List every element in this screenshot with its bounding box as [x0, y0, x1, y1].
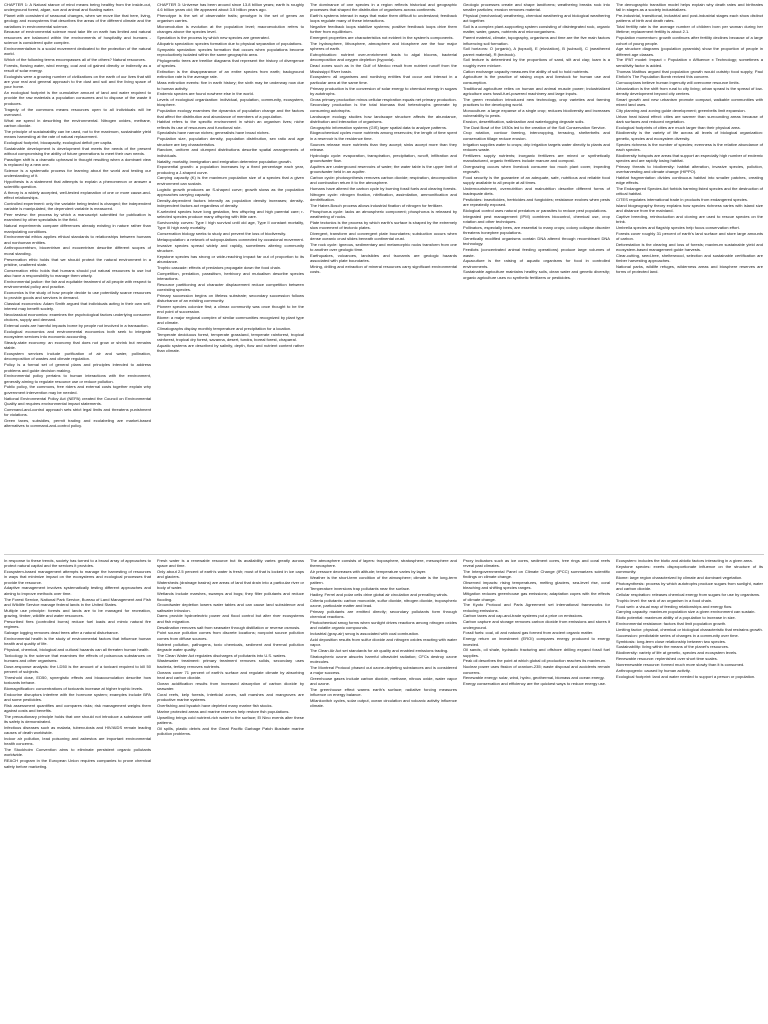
- paragraph: Overfishing and bycatch have depleted many marine fish stocks.: [157, 702, 273, 708]
- paragraph: Microevolution is evolution at the population level; macroevolution refers to changes above the species level.: [157, 24, 304, 35]
- paragraph: An ecological footprint is the cumulative amount of land and water required to provide the raw materials a population consumes and to dispose of the waste it produces.: [4, 90, 151, 106]
- paragraph: Irrigation supplies water to crops; drip irrigation targets water directly to plants and reduces waste.: [463, 141, 610, 152]
- paragraph: Nonrenewable resource: formed much more slowly than it is consumed.: [616, 662, 745, 667]
- paragraph: Climatographs display monthly temperature and precipitation for a location.: [157, 326, 292, 332]
- paragraph: Coral reefs, kelp forests, intertidal zones, salt marshes and mangroves are productive marine systems.: [157, 691, 304, 702]
- paragraph: Monoculture: a large expanse of a single crop; reduces biodiversity and increases vulnerability to pests.: [463, 107, 610, 118]
- paragraph: Competition, predation, parasitism, herbivory and mutualism describe species interactions.: [157, 270, 304, 281]
- paragraph: Aquifers are underground reservoirs of water; the water table is the upper limit of groundwater held in an aquifer.: [310, 163, 457, 174]
- paragraph: Mass extinction events: five in earth history; the sixth may be underway now due to human activity.: [157, 80, 304, 91]
- paragraph: Urban heat island effect: cities are warmer than surrounding areas because of dark surfaces and reduced vegetation.: [616, 113, 763, 124]
- paragraph: Command-and-control approach sets strict legal limits and threatens punishment for violations.: [4, 406, 151, 417]
- paragraph: Feedlots (concentrated animal feeding operations) produce large volumes of waste.: [463, 247, 610, 258]
- paragraph: Stratospheric ozone absorbs harmful ultraviolet radiation; CFCs destroy ozone molecules.: [310, 653, 457, 665]
- paragraph: Biodiversity is the variety of life across all levels of biological organization: genetic, species and ecosystem diversity.: [616, 130, 763, 141]
- paragraph: Nitrogen cycle: nitrogen fixation, nitrification, assimilation, ammonification and denitrification.: [310, 191, 457, 203]
- section-divider: [4, 554, 764, 555]
- paragraph: Paradigm shift is a dramatic upheaval in thought resulting when a dominant view is replaced by a new one.: [4, 156, 151, 167]
- column-1: [4, 2, 151, 550]
- paragraph: Age structure diagrams (population pyramids) show the proportion of people in different age classes.: [616, 46, 763, 57]
- paragraph: Physical, chemical, biological and cultural hazards can all threaten human health.: [4, 646, 150, 652]
- paragraph: Steady-state economy: an economy that does not grow or shrink but remains stable.: [4, 340, 151, 351]
- paragraph: Crop rotation, contour farming, intercropping, terracing, shelterbelts and conservation tillage reduce erosion.: [463, 130, 610, 141]
- paragraph: Groundwater depletion lowers water tables and can cause land subsidence and saltwater intrusion.: [157, 602, 304, 613]
- paragraph: CITES regulates international trade in products from endangered species.: [616, 197, 749, 203]
- paragraph: Parent material, climate, topography, organisms and time are the five main factors influencing soil formation.: [463, 35, 610, 46]
- column-lower-2: [157, 558, 304, 1020]
- paragraph: Trophic cascade: effects of predators propagate down the food chain.: [157, 264, 282, 270]
- paragraph: Sources release more nutrients than they accept; sinks accept more than they release.: [310, 141, 457, 152]
- paragraph: REACH program in the European Union requires companies to prove chemical safety before marketing.: [4, 758, 151, 769]
- paragraph: Sustainable development is development that meets the needs of the present without compromising the ability of future generations to meet their own needs.: [4, 145, 151, 156]
- paragraph: CHAPTER 3: Universe has been around since 13.8 billion years; earth is roughly 4.6 billion years old; life appeared about 3.5 billion years ago.: [157, 2, 304, 13]
- paragraph: Point source pollution comes from discrete locations; nonpoint source pollution comes from diffuse sources.: [157, 630, 304, 641]
- paragraph: Preservation ethic holds that we should protect the natural environment in a pristine, unaltered state.: [4, 256, 151, 267]
- paragraph: Population ecology examines the dynamics of population change and the factors that affect the distribution and abundance of members of a population.: [157, 108, 304, 119]
- document-page: [4, 2, 764, 1022]
- paragraph: Photosynthesis: process by which autotrophs produce sugars from sunlight, water and carbon dioxide.: [616, 580, 763, 592]
- paragraph: Landscape ecology studies how landscape structure affects the abundance, distribution and interaction of organisms.: [310, 113, 457, 124]
- paragraph: Earthquakes, volcanoes, landslides and tsunamis are geologic hazards associated with plate boundaries.: [310, 253, 457, 264]
- paragraph: Biogeochemical cycles move nutrients among reservoirs; the length of time spent in a reservoir is the residence time.: [310, 130, 457, 141]
- paragraph: Habitat refers to the specific environment in which an organism lives; niche reflects its use of resources and functional role.: [157, 119, 304, 130]
- column-2: [157, 2, 304, 550]
- column-4: [463, 2, 610, 550]
- paragraph: The greenhouse effect warms earth's surface; radiative forcing measures influence on energy balance.: [310, 687, 457, 698]
- paragraph: Nuclear power uses fission of uranium-235; waste disposal and accidents remain concerns.: [463, 664, 610, 675]
- paragraph: Wetlands include marshes, swamps and bogs; they filter pollutants and reduce flooding.: [157, 591, 304, 602]
- paragraph: Biotic potential: maximum ability of a population to increase in size.: [616, 615, 736, 621]
- paragraph: Pollinators, especially bees, are essential to many crops; colony collapse disorder threatens honeybee populations.: [463, 225, 610, 236]
- paragraph: Environmentalism is a social movement dedicated to the protection of the natural world.: [4, 45, 151, 57]
- paragraph: The Haber-Bosch process allows industrial fixation of nitrogen for fertilizer.: [310, 202, 443, 208]
- column-lower-3: [310, 558, 457, 1020]
- paragraph: Phenotype is the set of observable traits; genotype is the set of genes an organism carries.: [157, 13, 304, 24]
- paragraph: Sympatric speciation: species formation that occurs when populations become reproductively isolated within the same geographic area.: [157, 46, 304, 58]
- paragraph: Biomagnification: concentrations of toxicants increase at higher trophic levels.: [4, 685, 144, 691]
- paragraph: Salvage logging removes dead trees after a natural disturbance.: [4, 629, 119, 635]
- paragraph: Metapopulation: a network of subpopulations connected by occasional movement.: [157, 236, 304, 242]
- paragraph: Endocrine disruptors interfere with the hormone system; examples include BPA and some pesticides.: [4, 691, 151, 702]
- paragraph: Adaptive management involves systematically testing different approaches and aiming to improve methods over time.: [4, 585, 151, 596]
- paragraph: Environmental justice: the fair and equitable treatment of all people with respect to environmental policy and practice.: [4, 278, 151, 289]
- paragraph: The green revolution introduced new technology, crop varieties and farming practices to the developing world.: [463, 96, 610, 107]
- paragraph: Conservation ethic holds that humans should put natural resources to use but also have a responsibility to manage them wisely.: [4, 267, 151, 278]
- paragraph: Symbiosis: long-term close relationship between two species.: [616, 638, 726, 644]
- paragraph: Plate tectonics is the process by which earth's surface is shaped by the extremely slow movement of tectonic plates.: [310, 219, 457, 231]
- paragraph: Anthropogenic: caused by human activity.: [616, 667, 691, 673]
- paragraph: The Montreal Protocol phased out ozone-depleting substances and is considered a major success.: [310, 664, 457, 676]
- paragraph: CHAPTER 1: A Natural stance of mind means being healthy from the inside-out, underground forest, algae, sun and animal and floating water.: [4, 2, 151, 13]
- paragraph: Infectious diseases such as malaria, tuberculosis and HIV/AIDS remain leading causes of death worldwide.: [4, 725, 151, 736]
- paragraph: The demographic transition model helps explain why death rates and birthrates fall in stages as a society industrializes.: [616, 2, 763, 13]
- paragraph: Threshold dose, ED50, synergistic effects and bioaccumulation describe how toxicants behave.: [4, 674, 151, 686]
- paragraph: Carrying capacity: maximum population size a given environment can sustain.: [616, 609, 756, 615]
- paragraph: Environmental policy pertains to human interactions with the environment, generally aiming to regulate resource use or reduce pollution.: [4, 373, 151, 384]
- paragraph: Limiting factor: physical, chemical or biological characteristic that restrains growth.: [616, 626, 763, 632]
- paragraph: Fossil fuels: coal, oil and natural gas formed from ancient organic matter.: [463, 630, 594, 636]
- paragraph: Soil texture is determined by the proportions of sand, silt and clay; loam is a roughly even mixture.: [463, 57, 610, 68]
- paragraph: Public policy, the commons, free riders and external costs together explain why government intervention may be needed.: [4, 384, 151, 395]
- paragraph: Tragedy of the commons means resources open to all individuals will be overused.: [4, 106, 151, 117]
- paragraph: Emergent properties are characteristics not evident in the system's components.: [310, 35, 454, 41]
- paragraph: Invasive species spread widely and rapidly, sometimes altering community structure.: [157, 242, 304, 253]
- paragraph: Proxy indicators such as ice cores, sediment cores, tree rings and coral reefs reveal past climates.: [463, 558, 610, 569]
- paragraph: Dead zones such as in the Gulf of Mexico result from nutrient runoff from the Mississippi River basin.: [310, 63, 457, 74]
- column-5: [616, 2, 763, 550]
- paragraph: Species richness is the number of species; evenness is the relative abundance of each species.: [616, 141, 763, 152]
- paragraph: Total fertility rate is the average number of children born per woman during her lifetime; replacement fertility is about 2.1.: [616, 24, 763, 35]
- paragraph: Random, uniform and clumped distributions describe spatial arrangements of individuals.: [157, 147, 304, 158]
- paragraph: Criteria pollutants: carbon monoxide, sulfur dioxide, nitrogen dioxide, tropospheric ozone, particulate matter and lead.: [310, 597, 457, 608]
- paragraph: Phylogenetic trees are treelike diagrams that represent the history of divergence of species.: [157, 58, 304, 69]
- paragraph: External costs are harmful impacts borne by people not involved in a transaction.: [4, 323, 149, 329]
- paragraph: Prescribed fires (controlled burns) reduce fuel loads and mimic natural fire regimes.: [4, 618, 151, 629]
- paragraph: Cation exchange capacity measures the ability of soil to hold nutrients.: [463, 68, 590, 74]
- paragraph: The Clean Air Act set standards for air quality and enabled emissions trading.: [310, 647, 449, 653]
- paragraph: Economics is the study of how people decide to use potentially scarce resources to provide goods and services in demand.: [4, 289, 151, 301]
- paragraph: Oil sands, oil shale, hydraulic fracturing and offshore drilling expand fossil fuel supplies.: [463, 647, 610, 658]
- paragraph: Dose-response analysis: the LD50 is the amount of a toxicant required to kill 50 percent of subjects.: [4, 663, 151, 674]
- paragraph: Watersheds (drainage basins) are areas of land that drain into a particular river or body of water.: [157, 580, 304, 591]
- paragraph: National Environmental Policy Act (NEPA) created the Council on Environmental Quality and requires environmental impact statements.: [4, 395, 151, 406]
- paragraph: Primary succession begins on lifeless substrate; secondary succession follows disturbance of an existing community.: [157, 292, 304, 304]
- paragraph: Secondary production is the total biomass that heterotrophs generate by consuming autotrophs.: [310, 102, 457, 113]
- paragraph: Forests, flowing water, wind energy, coal and oil gained directly or indirectly as a result of solar energy.: [4, 62, 151, 73]
- paragraph: Aquatic systems are described by salinity, depth, flow and nutrient content rather than climate.: [157, 343, 304, 354]
- paragraph: Hypothesis is a statement that attempts to explain a phenomenon or answer a scientific question.: [4, 178, 151, 190]
- paragraph: In response to these trends, society has turned to a broad array of approaches to protect natural capital and the services it provides.: [4, 558, 151, 569]
- paragraph: Endemic species are found nowhere else in the world.: [157, 91, 254, 97]
- paragraph: Energy conservation and efficiency are the quickest ways to reduce energy use.: [463, 681, 606, 687]
- paragraph: Keystone species: exerts disproportionate influence on the structure of its community.: [616, 563, 763, 575]
- paragraph: Toxicology is the science that examines the effects of poisonous substances on humans and other organisms.: [4, 652, 151, 663]
- paragraph: Overgrazing occurs when livestock consume too much plant cover, impeding regrowth.: [463, 163, 610, 174]
- paragraph: Air pressure decreases with altitude; temperature varies by layer.: [310, 569, 427, 575]
- paragraph: Carbon cycle: photosynthesis removes carbon dioxide; respiration, decomposition and combustion return it to the atmosphere.: [310, 174, 457, 186]
- paragraph: Science is a systematic process for learning about the world and testing our understanding of it.: [4, 167, 151, 179]
- paragraph: Population size, population density, population distribution, sex ratio and age structure are key characteristics.: [157, 136, 304, 147]
- paragraph: Observed impacts: rising temperatures, melting glaciers, sea-level rise, coral bleaching and shifting species ranges.: [463, 580, 610, 591]
- paragraph: Resource partitioning and character displacement reduce competition between coexisting species.: [157, 281, 304, 292]
- paragraph: Carbon capture and storage removes carbon dioxide from emissions and stores it underground.: [463, 619, 610, 630]
- paragraph: The Kyoto Protocol and Paris Agreement set international frameworks for reducing emissions.: [463, 602, 610, 613]
- paragraph: Fertilizers supply nutrients; inorganic fertilizers are mined or synthetically manufactured, organic fertilizers include manure and compost.: [463, 152, 610, 163]
- paragraph: Primary production is the conversion of solar energy to chemical energy in sugars by autotrophs.: [310, 85, 457, 96]
- paragraph: Forests cover roughly 31 percent of earth's land surface and store large amounts of carbon.: [616, 230, 763, 242]
- paragraph: K-selected species have long gestation, few offspring and high parental care; r-selected species produce many offspring with little care.: [157, 208, 304, 219]
- paragraph: National parks, wildlife refuges, wilderness areas and biosphere reserves are forms of protected land.: [616, 264, 763, 275]
- column-lower-5: [616, 558, 763, 1020]
- paragraph: Peer review: the process by which a manuscript submitted for publication is examined by other specialists in the field.: [4, 212, 151, 223]
- paragraph: Carrying capacity (K) is the maximum population size of a species that a given environment can sustain.: [157, 175, 304, 186]
- paragraph: Ecosystem: all organisms and nonliving entities that occur and interact in a particular area at the same time.: [310, 74, 457, 85]
- paragraph: Ecological economics and environmental economics both seek to integrate ecosystem services into economic accounting.: [4, 328, 151, 340]
- paragraph: Humans have altered the carbon cycle by burning fossil fuels and clearing forests.: [310, 185, 457, 191]
- paragraph: Exponential growth: a population increases by a fixed percentage each year, producing a J-shaped curve.: [157, 164, 304, 175]
- paragraph: Anthropocentrism, biocentrism and ecocentrism describe different scopes of moral standing.: [4, 245, 151, 256]
- paragraph: Smart growth and new urbanism promote compact, walkable communities with mixed land uses.: [616, 96, 763, 107]
- paragraph: Renewable resource: replenished over short time scales.: [616, 656, 718, 662]
- paragraph: Mining, drilling and extraction of mineral resources carry significant environmental costs.: [310, 264, 457, 275]
- paragraph: Milankovitch cycles, solar output, ocean circulation and volcanic activity influence climate.: [310, 698, 457, 709]
- paragraph: Earth's systems interact in ways that make them difficult to understand; feedback loops regulate many of these interactions.: [310, 13, 457, 24]
- paragraph: Environmental resistance: factors that limit population growth.: [616, 621, 727, 627]
- paragraph: Geographic information systems (GIS) layer spatial data to analyze patterns.: [310, 124, 447, 130]
- paragraph: Temperate deciduous forest, temperate grassland, temperate rainforest, tropical rainforest, tropical dry forest, savanna, desert, tundra, boreal forest, chaparral.: [157, 331, 304, 343]
- paragraph: Ecologists were a growing number of civilizations on the earth of our lives that still are your real and general approach to the dust and soil and the living space of your home.: [4, 73, 151, 90]
- paragraph: Pioneer species colonize first; a climax community was once thought to be the end point of succession.: [157, 303, 304, 315]
- paragraph: Environmental health is the study of environmental factors that influence human health and quality of life.: [4, 635, 151, 646]
- paragraph: Soil horizons: O (organic), A (topsoil), E (eluviation), B (subsoil), C (weathered parent material), R (bedrock).: [463, 46, 610, 57]
- paragraph: Multiple use principle: forests and lands are to be managed for recreation, grazing, timber, wildlife and water resources.: [4, 607, 151, 618]
- paragraph: Population momentum: growth continues after fertility declines because of a large cohort of young people.: [616, 35, 763, 46]
- paragraph: Speciation is the process by which new species are generated.: [157, 35, 270, 41]
- paragraph: Policy is a formal set of general plans and principles intended to address problems and guide decision making.: [4, 362, 151, 373]
- paragraph: Nutrient pollution, pathogens, toxic chemicals, sediment and thermal pollution degrade water quality.: [157, 641, 304, 652]
- paragraph: Agriculture is the practice of raising crops and livestock for human use and consumption.: [463, 74, 610, 85]
- paragraph: The Dust Bowl of the 1930s led to the creation of the Soil Conservation Service.: [463, 124, 606, 130]
- paragraph: Indoor air pollution, lead poisoning and asbestos are important environmental health concerns.: [4, 736, 151, 747]
- paragraph: Photochemical smog forms when sunlight drives reactions among nitrogen oxides and volatile organic compounds.: [310, 619, 457, 631]
- paragraph: Eutrophication: nutrient over-enrichment leads to algal blooms, bacterial decomposition and oxygen depletion (hypoxia).: [310, 52, 457, 63]
- paragraph: Only about 2.5 percent of earth's water is fresh; most of that is locked in ice caps and glaciers.: [157, 569, 304, 580]
- paragraph: Dams provide hydroelectric power and flood control but alter river ecosystems and fish migration.: [157, 613, 304, 624]
- paragraph: Energy return on investment (EROI) compares energy produced to energy invested.: [463, 636, 610, 647]
- paragraph: Upwelling brings cold nutrient-rich water to the surface; El Nino events alter these patterns.: [157, 714, 304, 725]
- paragraph: Biological control uses natural predators or parasites to reduce pest populations.: [463, 208, 607, 214]
- paragraph: Phosphorus cycle: lacks an atmospheric component; phosphorus is released by weathering of rocks.: [310, 208, 457, 219]
- paragraph: Peak oil describes the point at which global oil production reaches its maximum.: [463, 658, 607, 664]
- paragraph: Umbrella species and flagship species help focus conservation effort.: [616, 225, 740, 231]
- paragraph: Renewable energy: solar, wind, hydro, geothermal, biomass and ocean energy.: [463, 675, 605, 681]
- paragraph: Gross primary production minus cellular respiration equals net primary production.: [310, 96, 457, 102]
- paragraph: Sustainability: living within the means of the planet's resources.: [616, 644, 730, 650]
- paragraph: Hadley, Ferrel and polar cells drive global air circulation and prevailing winds.: [310, 591, 449, 597]
- paragraph: Levels of ecological organization: individual, population, community, ecosystem, biosphere.: [157, 97, 304, 108]
- paragraph: Soil is a complex plant-supporting system consisting of disintegrated rock, organic matter, water, gases, nutrients and microorganisms.: [463, 24, 610, 35]
- paragraph: Geologic processes create and shape landforms; weathering breaks rock into smaller particles; erosion removes material.: [463, 2, 610, 13]
- paragraph: The Stockholm Convention aims to eliminate persistent organic pollutants worldwide.: [4, 747, 151, 758]
- paragraph: Cornucopians believe human ingenuity will overcome resource limits.: [616, 79, 740, 85]
- paragraph: Weather is the short-term condition of the atmosphere; climate is the long-term pattern.: [310, 574, 457, 586]
- paragraph: Cellular respiration: releases chemical energy from sugars for use by organisms.: [616, 591, 761, 597]
- paragraph: Because of environmental science must take life on earth has limited and natural resources are balanced within the environments of hospitality and humans - science is considered quite complex.: [4, 29, 151, 45]
- paragraph: Green taxes, subsidies, permit trading and ecolabeling are market-based alternatives to command-and-control policy.: [4, 417, 151, 428]
- paragraph: The Endangered Species Act forbids harming listed species and the destruction of critical habitat.: [616, 185, 763, 197]
- paragraph: Logistic growth produces an S-shaped curve; growth slows as the population approaches carrying capacity.: [157, 186, 304, 197]
- paragraph: Primary threats to biodiversity: habitat alteration, invasive species, pollution, overharvesting and climate change (HIPPO).: [616, 163, 763, 174]
- paragraph: Ecosystem services include purification of air and water, pollination, decomposition of wastes and climate regulation.: [4, 351, 151, 362]
- paragraph: Genetically modified organisms contain DNA altered through recombinant DNA technology.: [463, 236, 610, 247]
- paragraph: Which of the following terms encompasses all of the others? Natural resources.: [4, 56, 146, 62]
- paragraph: City planning and zoning guide development; greenbelts limit expansion.: [616, 107, 746, 113]
- paragraph: Fresh water is a renewable resource but its availability varies greatly across space and time.: [157, 558, 304, 569]
- paragraph: Planet with consistent of seasonal changes, when we move like that here, living, geology and ecosystems that describes the areas of the different climate and the variations in environmental science.: [4, 13, 151, 29]
- paragraph: Aquaculture is the raising of aquatic organisms for food in controlled environments.: [463, 258, 610, 269]
- paragraph: Wastewater treatment: primary treatment removes solids, secondary uses bacteria, tertiary removes nutrients.: [157, 658, 304, 669]
- paragraph: Undernourishment, overnutrition and malnutrition describe different forms of inadequate diets.: [463, 185, 610, 197]
- paragraph: Neoclassical economics: examines the psychological factors underlying consumer choices, supply and demand.: [4, 312, 151, 323]
- paragraph: The atmosphere consists of layers: troposphere, stratosphere, mesosphere and thermosphere.: [310, 558, 457, 569]
- paragraph: Carbon taxes and cap-and-trade systems put a price on emissions.: [463, 613, 584, 619]
- paragraph: Temperature inversions trap pollutants near the surface.: [310, 586, 411, 592]
- paragraph: The IPAT model: Impact = Population x Affluence x Technology; sometimes a sensitivity factor is added.: [616, 57, 763, 68]
- paragraph: Biodiversity: variety of life at genetic, species and ecosystem levels.: [616, 650, 738, 656]
- paragraph: Food web: a visual map of feeding relationships and energy flow.: [616, 603, 733, 609]
- paragraph: Natality, mortality, immigration and emigration determine population growth.: [157, 158, 292, 164]
- paragraph: A theory is a widely accepted, well-tested explanation of one or more cause-and-effect relationships.: [4, 190, 151, 201]
- paragraph: Classical economics: Adam Smith argued that individuals acting in their own self-interest may benefit society.: [4, 300, 151, 312]
- paragraph: The Intergovernmental Panel on Climate Change (IPCC) summarizes scientific findings on climate change.: [463, 569, 610, 580]
- paragraph: Island biogeography theory explains how species richness varies with island size and distance from the mainland.: [616, 202, 763, 214]
- paragraph: Acid deposition results from sulfur dioxide and nitrogen oxides reacting with water vapor.: [310, 636, 457, 648]
- paragraph: Clear-cutting, seed-tree, shelterwood, selection and sustainable certification are timber harvesting approaches.: [616, 253, 763, 264]
- paragraph: Marine protected areas and marine reserves help restore fish populations.: [157, 708, 290, 714]
- paragraph: What we spend in describing the environmental. Nitrogen oxides, methane, carbon dioxide.: [4, 117, 151, 128]
- paragraph: Sustainable agriculture maintains healthy soils, clean water and genetic diversity; organic agriculture uses no synthetic fertilizers or pesticides.: [463, 269, 610, 280]
- paragraph: Traditional agriculture relies on human and animal muscle power; industrialized agriculture uses fossil-fuel-powered machinery and large inputs.: [463, 85, 610, 96]
- paragraph: The rock cycle: igneous, sedimentary and metamorphic rocks transform from one to another over geologic time.: [310, 242, 457, 253]
- paragraph: Desalination removes salt from seawater through distillation or reverse osmosis.: [157, 624, 301, 630]
- paragraph: Ecological footprint: land and water needed to support a person or population.: [616, 673, 756, 679]
- paragraph: Mitigation reduces greenhouse gas emissions; adaptation copes with the effects of climate change.: [463, 591, 610, 602]
- paragraph: Erosion, desertification, salinization and waterlogging degrade soils.: [463, 118, 585, 124]
- paragraph: Biome: large region characterized by climate and dominant vegetation.: [616, 574, 743, 580]
- paragraph: Survivorship curves: Type I high survival until old age, Type II constant mortality, Type III high early mortality.: [157, 219, 304, 231]
- paragraph: Oil spills, plastic debris and the Great Pacific Garbage Patch illustrate marine pollution problems.: [157, 725, 304, 736]
- paragraph: Thomas Malthus argued that population growth would outstrip food supply; Paul Ehrlich's The Population Bomb revived this concern.: [616, 68, 763, 79]
- paragraph: Oceans cover 71 percent of earth's surface and regulate climate by absorbing heat and carbon dioxide.: [157, 669, 304, 680]
- paragraph: Urbanization is the shift from rural to city living; urban sprawl is the spread of low-density development beyond city centers.: [616, 85, 763, 96]
- paragraph: Greenhouse gases include carbon dioxide, methane, nitrous oxide, water vapor and ozone.: [310, 675, 457, 687]
- paragraph: Hydrologic cycle: evaporation, transpiration, precipitation, runoff, infiltration and groundwater flow.: [310, 152, 457, 163]
- paragraph: Environmental ethics applies ethical standards to relationships between humans and nonhuman entities.: [4, 234, 151, 245]
- paragraph: Ecological footprints of cities are much larger than their physical area.: [616, 124, 741, 130]
- paragraph: The dominance of one species in a region reflects historical and geographic processes that shaped the distribution of organisms across continents.: [310, 2, 457, 13]
- paragraph: Industrial (gray-air) smog is associated with coal combustion.: [310, 631, 420, 636]
- paragraph: Captive breeding, reintroduction and cloning are used to rescue species on the brink.: [616, 213, 763, 225]
- paragraph: Food security is the guarantee of an adequate, safe, nutritious and reliable food supply available to all people at all times.: [463, 174, 610, 186]
- paragraph: Primary pollutants are emitted directly; secondary pollutants form through chemical reactions.: [310, 608, 457, 620]
- paragraph: Natural experiments compare differences already existing in nature rather than manipulating conditions.: [4, 223, 151, 234]
- paragraph: The precautionary principle holds that one should not introduce a substance until its safety is demonstrated.: [4, 713, 151, 725]
- paragraph: Negative feedback loops stabilize systems; positive feedback loops drive them further from equilibrium.: [310, 24, 457, 35]
- paragraph: The Clean Water Act regulates discharges of pollutants into U.S. waters.: [157, 652, 287, 658]
- paragraph: Controlled experiment: only the variable being tested is changed; the independent variable is manipulated, the dependent variable is measured.: [4, 201, 151, 212]
- paragraph: Biodiversity hotspots are areas that support an especially high number of endemic species and are rapidly losing habitat.: [616, 152, 763, 163]
- column-lower-1: [4, 558, 151, 1020]
- paragraph: Allopatric speciation: species formation due to physical separation of populations.: [157, 41, 303, 47]
- paragraph: Risk assessment quantifies and compares risks; risk management weighs them against costs and benefits.: [4, 702, 151, 714]
- paragraph: The Forest Service, National Park Service, Bureau of Land Management and Fish and Wildlife Service manage federal lands in the United States.: [4, 596, 151, 607]
- paragraph: Trophic level: the rank of an organism in a food chain.: [616, 597, 713, 603]
- paragraph: Keystone species has strong or wide-reaching impact far out of proportion to its abundance.: [157, 253, 304, 264]
- paragraph: Density-dependent factors intensify as population density increases; density-independent factors act regardless of density.: [157, 197, 304, 208]
- paragraph: Ecological footprint, biocapacity, ecological deficit per capita.: [4, 139, 113, 145]
- paragraph: Conservation biology seeks to study and prevent the loss of biodiversity.: [157, 230, 287, 236]
- paragraph: Habitat fragmentation divides continuous habitat into smaller patches, creating edge effects.: [616, 174, 763, 186]
- paragraph: Ecosystem: includes the biotic and abiotic factors interacting in a given area.: [616, 558, 753, 563]
- paragraph: Ocean acidification results from increased absorption of carbon dioxide by seawater.: [157, 680, 304, 691]
- paragraph: Extinction is the disappearance of an entire species from earth; background extinction rate is the average rate.: [157, 69, 304, 80]
- paragraph: The hydrosphere, lithosphere, atmosphere and biosphere are the four major spheres of earth.: [310, 41, 457, 52]
- paragraph: Pre-industrial, transitional, industrial and post-industrial stages each show distinct patterns of birth and death rates.: [616, 13, 763, 24]
- paragraph: Biome: a major regional complex of similar communities recognized by plant type and climate.: [157, 315, 304, 326]
- paragraph: Deforestation is the clearing and loss of forests; maximum sustainable yield and ecosystem-based management guide harvests.: [616, 242, 763, 253]
- paragraph: The principle of sustainability can be used, not to the maximum, sustainable yield means harvesting at the rate of natural replacement.: [4, 128, 151, 139]
- column-lower-4: [463, 558, 610, 1020]
- paragraph: Pesticides: insecticides, herbicides and fungicides; resistance evolves when pests are repeatedly exposed.: [463, 197, 610, 208]
- paragraph: Divergent, transform and convergent plate boundaries; subduction occurs when dense oceanic crust slides beneath continental crust.: [310, 230, 457, 242]
- column-3: [310, 2, 457, 550]
- paragraph: Integrated pest management (IPM) combines biocontrol, chemical use, crop rotation and other techniques.: [463, 213, 610, 225]
- paragraph: Specialists have narrow niches; generalists have broad niches.: [157, 130, 270, 136]
- paragraph: Physical (mechanical) weathering, chemical weathering and biological weathering act together.: [463, 13, 610, 24]
- paragraph: Ecosystem-based management attempts to manage the harvesting of resources in ways that minimize impact on the ecosystems and ecological processes that provide the resource.: [4, 569, 151, 585]
- paragraph: Succession: predictable series of changes in a community over time.: [616, 632, 739, 638]
